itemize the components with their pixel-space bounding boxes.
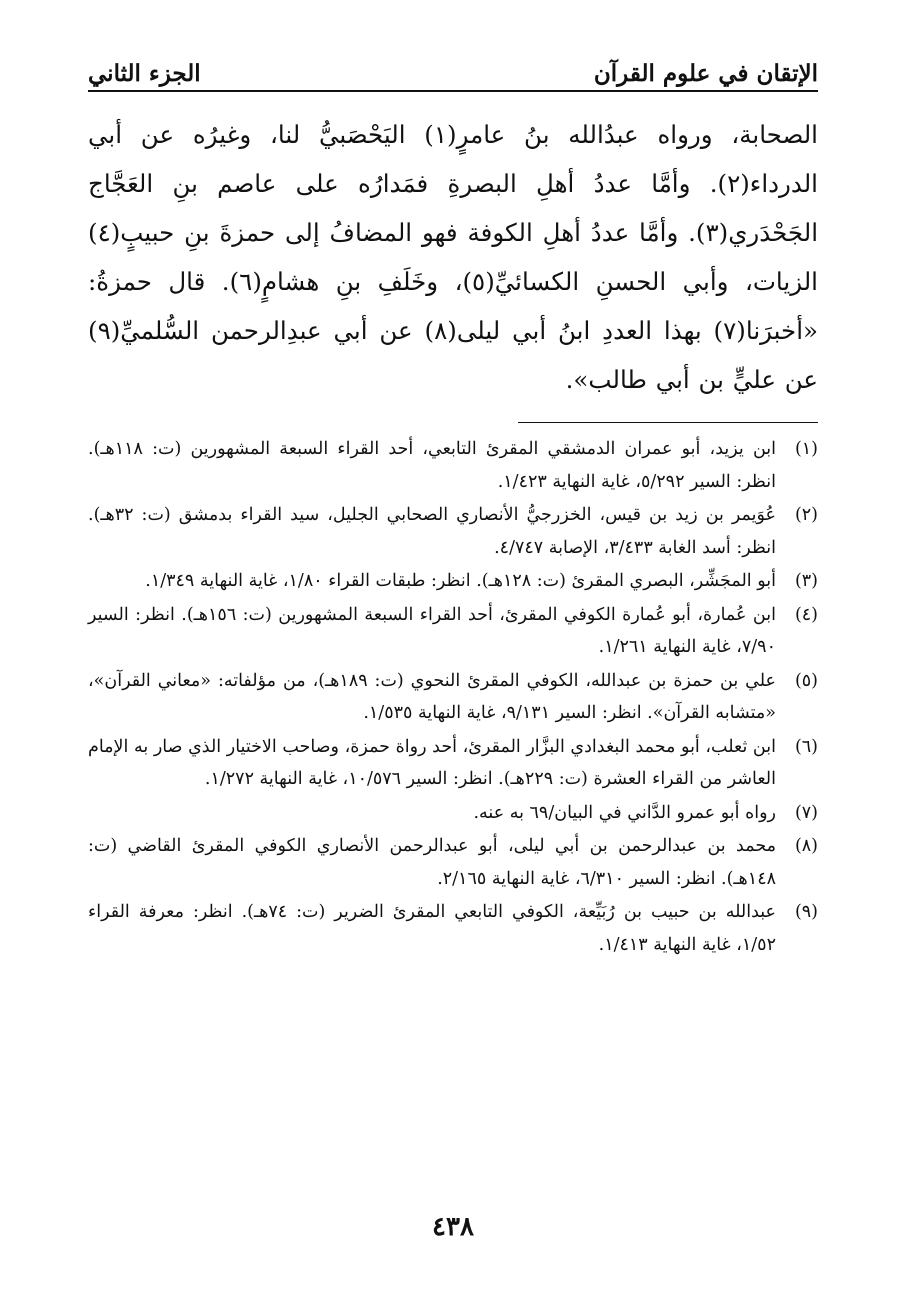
- running-header: [88, 40, 818, 92]
- footnote-number: (٤): [794, 604, 818, 625]
- footnote-5: [88, 665, 818, 730]
- book-page: [88, 40, 818, 1280]
- footnote-text: محمد بن عبدالرحمن بن أبي ليلى، أبو عبدالرحمن الأنصاري الكوفي المقرئ القاضي (ت: ١٤٨هـ). انظر: السير ٦/٣١٠، غاية النهاية ٢/١٦٥.: [88, 836, 776, 889]
- footnote-6: [88, 731, 818, 796]
- footnote-text: ابن يزيد، أبو عمران الدمشقي المقرئ التابعي، أحد القراء السبعة المشهورين (ت: ١١٨هـ). انظر: السير ٥/٢٩٢، غاية النهاية ١/٤٢٣.: [88, 439, 776, 492]
- footnote-number: (٩): [794, 902, 818, 922]
- footnote-number: (٨): [794, 836, 818, 856]
- footnote-number: (٢): [794, 505, 818, 525]
- footnote-1: [88, 433, 818, 498]
- footnote-number: (٥): [794, 670, 818, 691]
- footnotes: [88, 433, 818, 961]
- footnote-4: [88, 599, 818, 664]
- footnote-number: (٣): [794, 571, 818, 591]
- main-paragraph: الصحابة، ورواه عبدُالله بنُ عامرٍ(١) اليَحْصَبيُّ لنا، وغيرُه عن أبي الدرداء(٢). وأمَّا عددُ أهلِ البصرةِ فمَدارُه على عاصم بنِ العَجَّاج الجَحْدَري(٣). وأمَّا عددُ أهلِ الكوفة فهو المضافُ إلى حمزةَ بنِ حبيبٍ(٤) الزيات، وأبي الحسنِ الكسائيِّ(٥)، وخَلَفِ بنِ هشامٍ(٦). قال حمزةُ: «أخبرَنا(٧) بهذا العددِ ابنُ أبي ليلى(٨) عن أبي عبدِالرحمن السُّلميِّ(٩) عن عليٍّ بن أبي طالب».: [88, 120, 818, 394]
- footnote-text: رواه أبو عمرو الدَّاني في البيان/٦٩ به عنه.: [473, 802, 776, 823]
- footnote-number: (٧): [794, 802, 818, 823]
- footnote-text: عبدالله بن حبيب بن رُبَيِّعة، الكوفي التابعي المقرئ الضرير (ت: ٧٤هـ). انظر: معرفة القراء ١/٥٢، غاية النهاية ١/٤١٣.: [88, 902, 776, 955]
- footnote-text: أبو المجَشِّر، البصري المقرئ (ت: ١٢٨هـ). انظر: طبقات القراء ١/٨٠، غاية النهاية ١/٣٤٩.: [145, 571, 776, 591]
- footnote-text: علي بن حمزة بن عبدالله، الكوفي المقرئ النحوي (ت: ١٨٩هـ)، من مؤلفاته: «معاني القرآن»، «متشابه القرآن». انظر: السير ٩/١٣١، غاية النهاية ١/٥٣٥.: [88, 670, 776, 723]
- footnote-number: (٦): [794, 736, 818, 757]
- footnote-text: ابن عُمارة، أبو عُمارة الكوفي المقرئ، أحد القراء السبعة المشهورين (ت: ١٥٦هـ). انظر: السير ٧/٩٠، غاية النهاية ١/٢٦١.: [88, 604, 776, 657]
- footnote-2: [88, 499, 818, 564]
- footnote-3: [88, 565, 818, 598]
- footnote-text: ابن ثعلب، أبو محمد البغدادي البزَّار المقرئ، أحد رواة حمزة، وصاحب الاختيار الذي صار به الإمام العاشر من القراء العشرة (ت: ٢٢٩هـ). انظر: السير ١٠/٥٧٦، غاية النهاية ١/٢٧٢.: [88, 736, 776, 789]
- footnote-9: [88, 896, 818, 961]
- main-text: [88, 110, 818, 404]
- book-title: الإتقان في علوم القرآن: [593, 59, 818, 87]
- footnote-number: (١): [794, 439, 818, 459]
- footnote-7: [88, 797, 818, 830]
- volume-label: الجزء الثاني: [88, 59, 201, 87]
- footnote-8: [88, 830, 818, 895]
- page-number: ٤٣٨: [432, 1212, 474, 1242]
- footnote-separator: [518, 422, 818, 423]
- footnote-text: عُوَيمر بن زيد بن قيس، الخزرجيُّ الأنصاري الصحابي الجليل، سيد القراء بدمشق (ت: ٣٢هـ). انظر: أسد الغابة ٣/٤٣٣، الإصابة ٤/٧٤٧.: [88, 505, 776, 558]
